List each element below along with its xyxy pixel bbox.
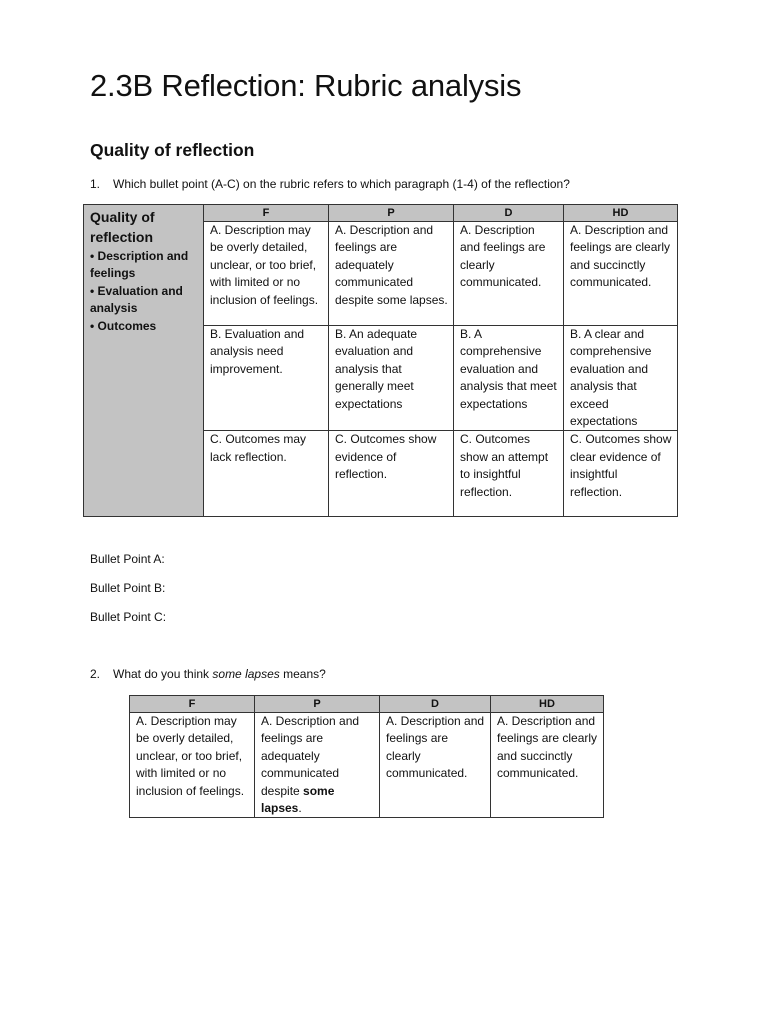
lapses-cell-p-end: . [298, 801, 302, 816]
bullet-point-a-label: Bullet Point A: [90, 552, 165, 566]
rubric-cell: A. Description may be overly detailed, unclear, or too brief, with limited or no inclusion of feelings. [204, 222, 329, 326]
lapses-cell-p-bold: some lapses [261, 783, 335, 816]
lapses-table [129, 695, 604, 818]
criteria-item: • Evaluation and analysis [90, 283, 183, 316]
rubric-cell: C. Outcomes may lack reflection. [204, 431, 329, 517]
section-heading: Quality of reflection [90, 140, 255, 160]
grade-header-d: D [454, 205, 564, 222]
rubric-cell: A. Description and feelings are adequately communicated despite some lapses. [329, 222, 454, 326]
rubric-cell: C. Outcomes show an attempt to insightful reflection. [454, 431, 564, 517]
question-2-emphasis: some lapses [212, 667, 280, 681]
criteria-item: • Description and feelings [90, 249, 189, 281]
question-2-text-end: means? [279, 667, 326, 681]
question-1-number: 1. [90, 177, 101, 191]
grade-header-f: F [130, 696, 255, 713]
lapses-header-row [130, 696, 604, 713]
rubric-cell: B. A comprehensive evaluation and analysis that meet expectations [454, 326, 564, 431]
page-title: 2.3B Reflection: Rubric analysis [90, 68, 522, 103]
grade-header-d: D [380, 696, 491, 713]
question-2-number: 2. [90, 667, 101, 681]
rubric-cell: C. Outcomes show clear evidence of insightful reflection. [564, 431, 678, 517]
grade-header-hd: HD [564, 205, 678, 222]
grade-header-f: F [204, 205, 329, 222]
criteria-title: Quality of reflection [90, 209, 155, 245]
rubric-cell: A. Description and feelings are clearly and succinctly communicated. [564, 222, 678, 326]
grade-header-hd: HD [491, 696, 604, 713]
lapses-cell-p-text: A. Description and feelings are adequately communicated despite [261, 714, 360, 798]
question-2 [90, 667, 326, 681]
grade-header-p: P [255, 696, 380, 713]
rubric-cell: B. A clear and comprehensive evaluation and analysis that exceed expectations [564, 326, 678, 431]
question-1 [90, 177, 570, 191]
criteria-item: • Outcomes [90, 318, 157, 333]
bullet-point-c-label: Bullet Point C: [90, 610, 167, 624]
rubric-cell: B. An adequate evaluation and analysis that generally meet expectations [329, 326, 454, 431]
rubric-table [83, 204, 678, 517]
lapses-cell-p [255, 713, 380, 818]
bullet-point-b-label: Bullet Point B: [90, 581, 166, 595]
lapses-cell-d: A. Description and feelings are clearly communicated. [380, 713, 491, 818]
question-1-text: Which bullet point (A-C) on the rubric refers to which paragraph (1-4) of the reflection? [113, 177, 570, 191]
grade-header-p: P [329, 205, 454, 222]
lapses-cell-f: A. Description may be overly detailed, unclear, or too brief, with limited or no inclusion of feelings. [130, 713, 255, 818]
rubric-cell: A. Description and feelings are clearly communicated. [454, 222, 564, 326]
rubric-cell: C. Outcomes show evidence of reflection. [329, 431, 454, 517]
rubric-cell: B. Evaluation and analysis need improvement. [204, 326, 329, 431]
rubric-header-row [84, 205, 678, 222]
question-2-text: What do you think [113, 667, 213, 681]
rubric-criteria-cell [84, 205, 204, 517]
lapses-row-a [130, 713, 604, 818]
lapses-cell-hd: A. Description and feelings are clearly and succinctly communicated. [491, 713, 604, 818]
